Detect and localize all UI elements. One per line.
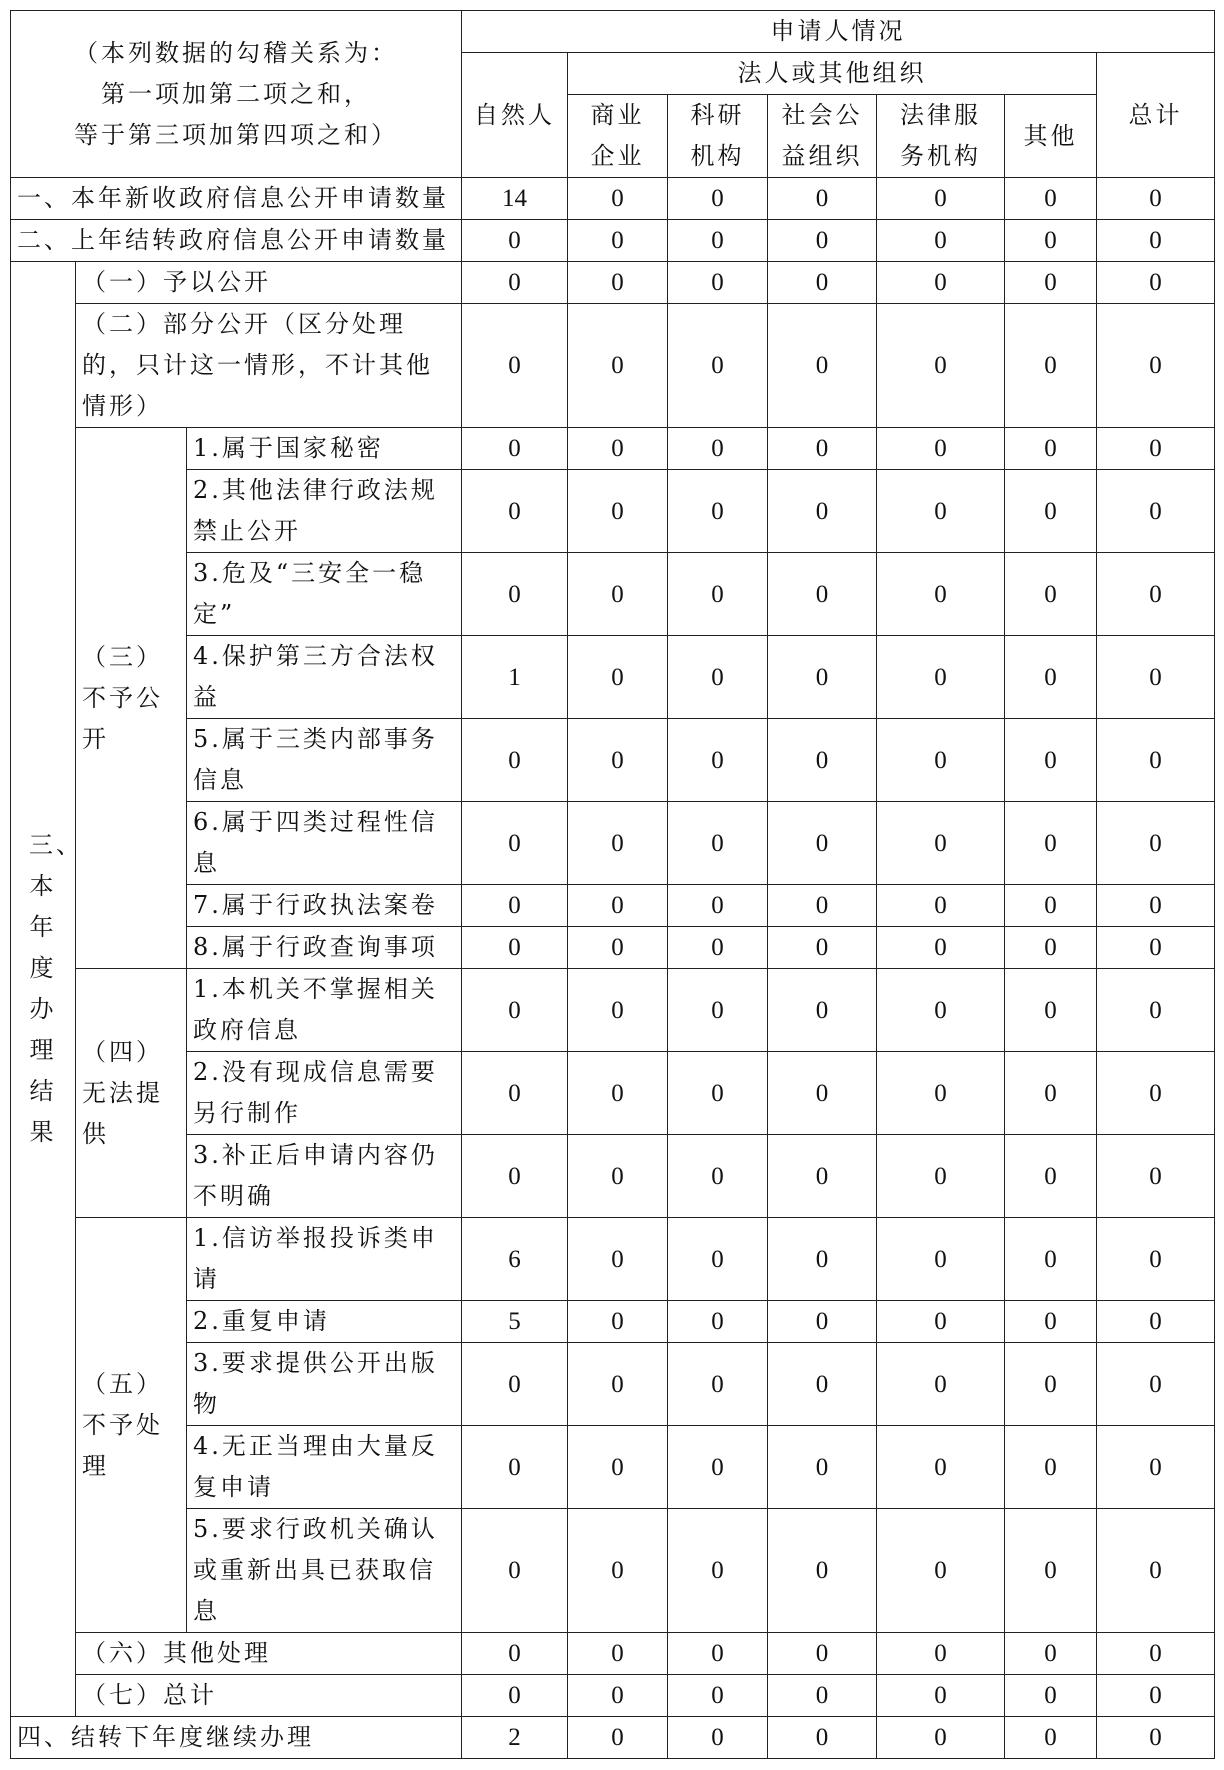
count-cell: 0 [462, 1633, 568, 1675]
count-cell: 0 [1005, 719, 1097, 802]
item-label: 1.属于国家秘密 [187, 428, 462, 470]
note-line: 等于第三项加第四项之和） [74, 120, 398, 149]
count-cell: 0 [877, 1301, 1005, 1343]
count-cell: 0 [462, 719, 568, 802]
row-label: （七）总计 [76, 1675, 462, 1717]
count-cell: 0 [768, 304, 877, 428]
item-label: 5.要求行政机关确认或重新出具已获取信息 [187, 1509, 462, 1633]
table-row [11, 1052, 1215, 1135]
count-cell: 0 [568, 636, 668, 719]
total-header: 总计 [1097, 53, 1215, 178]
table-row [11, 885, 1215, 927]
count-cell: 0 [568, 719, 668, 802]
org-type-header: 其他 [1005, 95, 1097, 178]
row-label: （六）其他处理 [76, 1633, 462, 1675]
item-label: 2.其他法律行政法规禁止公开 [187, 470, 462, 553]
item-label: 3.危及“三安全一稳定” [187, 553, 462, 636]
count-cell: 0 [1005, 927, 1097, 969]
count-cell: 0 [768, 719, 877, 802]
count-cell: 0 [568, 428, 668, 470]
item-label: 7.属于行政执法案卷 [187, 885, 462, 927]
count-cell: 0 [1097, 470, 1215, 553]
count-cell: 0 [877, 1343, 1005, 1426]
count-cell: 0 [768, 553, 877, 636]
applicant-status-header: 申请人情况 [462, 11, 1215, 53]
count-cell: 0 [668, 802, 768, 885]
count-cell: 0 [768, 636, 877, 719]
count-cell: 0 [462, 1426, 568, 1509]
table-row [11, 1218, 1215, 1301]
table-row [11, 927, 1215, 969]
count-cell: 6 [462, 1218, 568, 1301]
count-cell: 0 [768, 1135, 877, 1218]
count-cell: 0 [668, 1052, 768, 1135]
count-cell: 0 [1005, 1509, 1097, 1633]
count-cell: 0 [462, 969, 568, 1052]
count-cell: 0 [1005, 1218, 1097, 1301]
row-label: （一）予以公开 [76, 262, 462, 304]
count-cell: 0 [1005, 428, 1097, 470]
table-row [11, 178, 1215, 220]
item-label: 4.保护第三方合法权益 [187, 636, 462, 719]
count-cell: 0 [568, 1218, 668, 1301]
count-cell: 0 [1005, 178, 1097, 220]
count-cell: 0 [568, 553, 668, 636]
count-cell: 0 [568, 927, 668, 969]
count-cell: 0 [1097, 1633, 1215, 1675]
count-cell: 0 [568, 1301, 668, 1343]
reconciliation-note [11, 11, 462, 178]
count-cell: 0 [1005, 1052, 1097, 1135]
group-label: （三）不予公开 [76, 428, 187, 969]
count-cell: 0 [877, 470, 1005, 553]
count-cell: 0 [668, 1343, 768, 1426]
count-cell: 0 [1005, 1675, 1097, 1717]
count-cell: 0 [1005, 1301, 1097, 1343]
count-cell: 1 [462, 636, 568, 719]
count-cell: 0 [1097, 636, 1215, 719]
count-cell: 0 [1005, 262, 1097, 304]
count-cell: 0 [1097, 428, 1215, 470]
count-cell: 0 [668, 428, 768, 470]
count-cell: 0 [1097, 1301, 1215, 1343]
count-cell: 0 [1097, 1426, 1215, 1509]
org-type-header: 商业 企业 [568, 95, 668, 178]
count-cell: 0 [768, 927, 877, 969]
count-cell: 0 [877, 1675, 1005, 1717]
table-row [11, 428, 1215, 470]
count-cell: 0 [568, 1633, 668, 1675]
count-cell: 0 [1097, 719, 1215, 802]
count-cell: 0 [768, 1343, 877, 1426]
count-cell: 0 [1005, 969, 1097, 1052]
count-cell: 0 [462, 428, 568, 470]
count-cell: 0 [668, 262, 768, 304]
count-cell: 0 [1097, 1675, 1215, 1717]
count-cell: 0 [568, 304, 668, 428]
count-cell: 0 [877, 636, 1005, 719]
count-cell: 0 [568, 969, 668, 1052]
table-row [11, 553, 1215, 636]
count-cell: 0 [877, 553, 1005, 636]
count-cell: 0 [768, 428, 877, 470]
count-cell: 0 [1097, 927, 1215, 969]
count-cell: 0 [1005, 1135, 1097, 1218]
group-label: （四）无法提供 [76, 969, 187, 1218]
count-cell: 0 [668, 1218, 768, 1301]
item-label: 6.属于四类过程性信息 [187, 802, 462, 885]
count-cell: 0 [568, 470, 668, 553]
table-row [11, 262, 1215, 304]
table-row [11, 719, 1215, 802]
note-line: 第一项加第二项之和， [101, 79, 371, 108]
count-cell: 0 [768, 470, 877, 553]
count-cell: 0 [1005, 1633, 1097, 1675]
count-cell: 0 [768, 1717, 877, 1759]
count-cell: 0 [1005, 304, 1097, 428]
item-label: 1.信访举报投诉类申请 [187, 1218, 462, 1301]
count-cell: 0 [668, 1717, 768, 1759]
note-line: （本列数据的勾稽关系为： [74, 38, 398, 67]
statistics-sheet [10, 10, 1214, 1759]
count-cell: 0 [568, 1426, 668, 1509]
count-cell: 0 [768, 1052, 877, 1135]
table-row [11, 220, 1215, 262]
count-cell: 0 [768, 1509, 877, 1633]
count-cell: 0 [1005, 553, 1097, 636]
count-cell: 0 [768, 220, 877, 262]
item-label: 4.无正当理由大量反复申请 [187, 1426, 462, 1509]
count-cell: 0 [1097, 1509, 1215, 1633]
org-type-header: 科研 机构 [668, 95, 768, 178]
item-label: 2.没有现成信息需要另行制作 [187, 1052, 462, 1135]
table-row [11, 470, 1215, 553]
count-cell: 0 [877, 1052, 1005, 1135]
count-cell: 0 [568, 885, 668, 927]
count-cell: 0 [668, 220, 768, 262]
count-cell: 0 [462, 1509, 568, 1633]
count-cell: 2 [462, 1717, 568, 1759]
count-cell: 0 [668, 1509, 768, 1633]
count-cell: 0 [568, 262, 668, 304]
row-label: 一、本年新收政府信息公开申请数量 [11, 178, 462, 220]
count-cell: 0 [668, 1135, 768, 1218]
item-label: 2.重复申请 [187, 1301, 462, 1343]
item-label: 1.本机关不掌握相关政府信息 [187, 969, 462, 1052]
count-cell: 0 [1097, 1343, 1215, 1426]
count-cell: 0 [668, 636, 768, 719]
count-cell: 0 [462, 1343, 568, 1426]
count-cell: 0 [568, 178, 668, 220]
count-cell: 0 [768, 885, 877, 927]
count-cell: 0 [462, 885, 568, 927]
count-cell: 0 [668, 304, 768, 428]
count-cell: 0 [768, 1426, 877, 1509]
table-row [11, 1675, 1215, 1717]
count-cell: 14 [462, 178, 568, 220]
count-cell: 0 [568, 1717, 668, 1759]
count-cell: 0 [668, 553, 768, 636]
table-row [11, 636, 1215, 719]
count-cell: 0 [668, 1301, 768, 1343]
count-cell: 0 [668, 1675, 768, 1717]
table-row [11, 1509, 1215, 1633]
table-row [11, 1426, 1215, 1509]
count-cell: 0 [668, 927, 768, 969]
row-label: 二、上年结转政府信息公开申请数量 [11, 220, 462, 262]
count-cell: 0 [462, 262, 568, 304]
section-three-title [11, 262, 83, 1717]
natural-person-header: 自然人 [462, 53, 568, 178]
row-label: （二）部分公开（区分处理的，只计这一情形，不计其他情形） [76, 304, 462, 428]
org-type-header: 法律服 务机构 [877, 95, 1005, 178]
item-label: 3.要求提供公开出版物 [187, 1343, 462, 1426]
count-cell: 0 [1005, 885, 1097, 927]
application-statistics-table [10, 10, 1215, 1759]
count-cell: 0 [1005, 1717, 1097, 1759]
group-label: （五）不予处理 [76, 1218, 187, 1633]
count-cell: 0 [462, 470, 568, 553]
count-cell: 0 [462, 1675, 568, 1717]
count-cell: 0 [877, 304, 1005, 428]
item-label: 8.属于行政查询事项 [187, 927, 462, 969]
count-cell: 0 [877, 1509, 1005, 1633]
count-cell: 0 [877, 1135, 1005, 1218]
count-cell: 0 [668, 1426, 768, 1509]
count-cell: 0 [1005, 802, 1097, 885]
count-cell: 0 [768, 1301, 877, 1343]
count-cell: 0 [668, 1633, 768, 1675]
count-cell: 0 [568, 220, 668, 262]
count-cell: 0 [877, 1633, 1005, 1675]
count-cell: 0 [768, 178, 877, 220]
count-cell: 5 [462, 1301, 568, 1343]
count-cell: 0 [462, 1052, 568, 1135]
count-cell: 0 [668, 178, 768, 220]
count-cell: 0 [568, 1509, 668, 1633]
table-row [11, 1717, 1215, 1759]
count-cell: 0 [1097, 1052, 1215, 1135]
count-cell: 0 [668, 470, 768, 553]
count-cell: 0 [768, 1218, 877, 1301]
count-cell: 0 [462, 1135, 568, 1218]
count-cell: 0 [668, 719, 768, 802]
count-cell: 0 [1097, 1135, 1215, 1218]
count-cell: 0 [568, 1675, 668, 1717]
count-cell: 0 [1005, 470, 1097, 553]
count-cell: 0 [768, 1675, 877, 1717]
count-cell: 0 [568, 1135, 668, 1218]
count-cell: 0 [877, 802, 1005, 885]
count-cell: 0 [877, 220, 1005, 262]
count-cell: 0 [1005, 1426, 1097, 1509]
table-row [11, 304, 1215, 428]
count-cell: 0 [768, 802, 877, 885]
count-cell: 0 [462, 802, 568, 885]
count-cell: 0 [877, 927, 1005, 969]
count-cell: 0 [877, 1717, 1005, 1759]
count-cell: 0 [568, 802, 668, 885]
count-cell: 0 [877, 428, 1005, 470]
count-cell: 0 [462, 220, 568, 262]
count-cell: 0 [768, 1633, 877, 1675]
table-row [11, 802, 1215, 885]
row-label: 四、结转下年度继续办理 [11, 1717, 462, 1759]
count-cell: 0 [877, 885, 1005, 927]
count-cell: 0 [568, 1343, 668, 1426]
count-cell: 0 [1097, 1218, 1215, 1301]
item-label: 5.属于三类内部事务信息 [187, 719, 462, 802]
count-cell: 0 [1097, 885, 1215, 927]
count-cell: 0 [462, 927, 568, 969]
table-row [11, 969, 1215, 1052]
count-cell: 0 [877, 1426, 1005, 1509]
count-cell: 0 [877, 719, 1005, 802]
legal-group-header: 法人或其他组织 [568, 53, 1097, 95]
count-cell: 0 [1005, 1343, 1097, 1426]
section-three-title-text: 三、本年度办理结果 [29, 831, 83, 1146]
count-cell: 0 [1097, 969, 1215, 1052]
count-cell: 0 [877, 178, 1005, 220]
count-cell: 0 [768, 262, 877, 304]
count-cell: 0 [1097, 802, 1215, 885]
count-cell: 0 [1005, 220, 1097, 262]
count-cell: 0 [1097, 553, 1215, 636]
org-type-header: 社会公 益组织 [768, 95, 877, 178]
count-cell: 0 [768, 969, 877, 1052]
table-row [11, 1633, 1215, 1675]
count-cell: 0 [668, 969, 768, 1052]
count-cell: 0 [462, 553, 568, 636]
table-row [11, 1343, 1215, 1426]
item-label: 3.补正后申请内容仍不明确 [187, 1135, 462, 1218]
count-cell: 0 [1097, 304, 1215, 428]
count-cell: 0 [568, 1052, 668, 1135]
count-cell: 0 [1097, 220, 1215, 262]
count-cell: 0 [462, 304, 568, 428]
count-cell: 0 [877, 1218, 1005, 1301]
count-cell: 0 [877, 262, 1005, 304]
count-cell: 0 [1097, 178, 1215, 220]
count-cell: 0 [1005, 636, 1097, 719]
table-row [11, 1301, 1215, 1343]
count-cell: 0 [877, 969, 1005, 1052]
count-cell: 0 [668, 885, 768, 927]
count-cell: 0 [1097, 262, 1215, 304]
count-cell: 0 [1097, 1717, 1215, 1759]
table-row [11, 1135, 1215, 1218]
